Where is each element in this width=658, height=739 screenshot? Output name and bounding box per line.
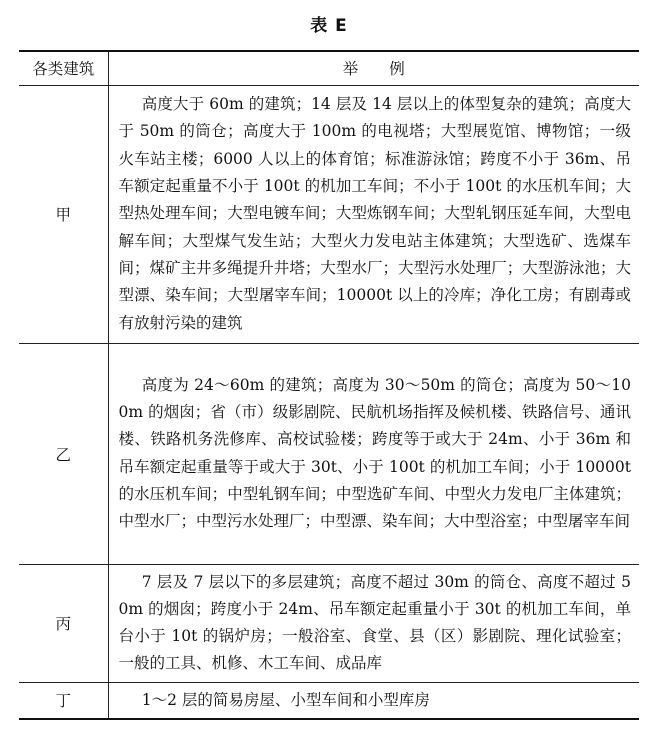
examples-cell: 高度为 24～60m 的建筑；高度为 30～50m 的筒仓；高度为 50～100m 的烟囱；省（市）级影剧院、民航机场指挥及候机楼、铁路信号、通讯楼、铁路机务洗修库、高校试验楼；跨度等于或大于 24m、小于 36m 和吊车额定起重量等于或大于 30t、小于 100t 的机加工车间；小于 10000t 的水压机车间；中型轧钢车间；中型选矿车间、中型火力发电厂主体建筑；中型水厂；中型污水处理厂；中型漂、染车间；大中型浴室；中型屠宰车间 — [108, 343, 639, 564]
table-title: 表 E — [310, 16, 348, 36]
category-cell: 甲 — [19, 85, 108, 343]
column-header-category: 各类建筑 — [19, 51, 108, 85]
category-cell: 丙 — [19, 564, 108, 682]
table-row — [19, 85, 639, 343]
category-cell: 丁 — [19, 682, 108, 719]
examples-cell: 7 层及 7 层以下的多层建筑；高度不超过 30m 的筒仓、高度不超过 50m 的烟囱；跨度小于 24m、吊车额定起重量小于 30t 的机加工车间，单台小于 10t 的锅炉房；一般浴室、食堂、县（区）影剧院、理化试验室；一般的工具、机修、木工车间、成品库 — [108, 564, 639, 682]
examples-cell: 高度大于 60m 的建筑；14 层及 14 层以上的体型复杂的建筑；高度大于 50m 的筒仓；高度大于 100m 的电视塔；大型展览馆、博物馆；一级火车站主楼；6000 人以上的体育馆；标准游泳馆；跨度不小于 36m、吊车额定起重量不小于 100t 的机加工车间；不小于 100t 的水压机车间；大型热处理车间；大型电镀车间；大型炼钢车间；大型轧钢压延车间，大型电解车间；大型煤气发生站；大型火力发电站主体建筑；大型选矿、选煤车间；煤矿主井多绳提升井塔；大型水厂；大型污水处理厂；大型游泳池；大型漂、染车间；大型屠宰车间；10000t 以上的冷库；净化工房；有剧毒或有放射污染的建筑 — [108, 85, 639, 343]
table-row — [19, 682, 639, 719]
column-header-examples: 举例 — [108, 51, 639, 85]
building-category-table — [19, 50, 639, 720]
table-row — [19, 564, 639, 682]
category-cell: 乙 — [19, 343, 108, 564]
table-row — [19, 343, 639, 564]
table-header-row — [19, 51, 639, 85]
examples-cell: 1～2 层的简易房屋、小型车间和小型库房 — [108, 682, 639, 719]
